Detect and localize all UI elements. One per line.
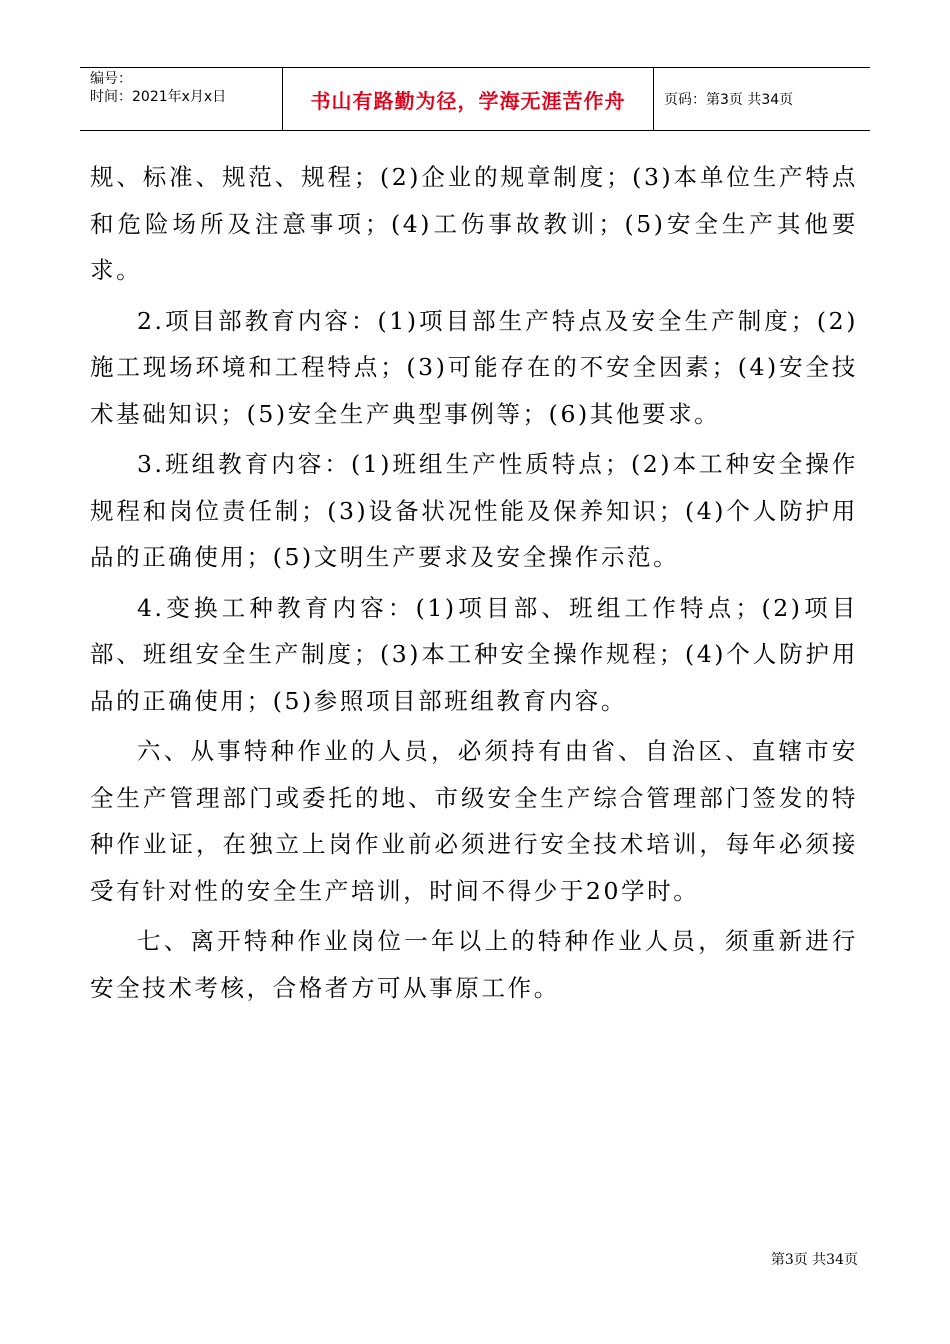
paragraph-reassessment: 七、离开特种作业岗位一年以上的特种作业人员，须重新进行安全技术考核，合格者方可从事原工作。 [90, 927, 858, 1002]
paragraph-team-education: 3.班组教育内容：(1)班组生产性质特点；(2)本工种安全操作规程和岗位责任制；(3)设备状况性能及保养知识；(4)个人防护用品的正确使用；(5)文明生产要求及安全操作示范。 [90, 450, 858, 571]
header-page-cell [654, 68, 870, 130]
paragraph-special-operations: 六、从事特种作业的人员，必须持有由省、自治区、直辖市安全生产管理部门或委托的地、市级安全生产综合管理部门签发的特种作业证，在独立上岗作业前必须进行安全技术培训，每年必须接受有针对性的安全生产培训，时间不得少于20学时。 [90, 737, 858, 905]
document-body [90, 154, 858, 1015]
page-header [80, 67, 870, 131]
page-footer [771, 1249, 858, 1269]
document-number-label: 编号： [90, 71, 132, 87]
paragraph-job-change-education: 4.变换工种教育内容：(1)项目部、班组工作特点；(2)项目部、班组安全生产制度；(3)本工种安全操作规程；(4)个人防护用品的正确使用；(5)参照项目部班组教育内容。 [90, 593, 858, 715]
header-motto-cell [282, 68, 654, 130]
paragraph-continued: 规、标准、规范、规程；(2)企业的规章制度；(3)本单位生产特点和危险场所及注意事项；(4)工伤事故教训；(5)安全生产其他要求。 [90, 163, 858, 284]
header-motto: 书山有路勤为径，学海无涯苦作舟 [310, 88, 626, 113]
document-time-label: 时间：2021年x月x日 [90, 89, 227, 105]
header-meta [80, 68, 282, 130]
paragraph-project-education: 2.项目部教育内容：(1)项目部生产特点及安全生产制度；(2)施工现场环境和工程特点；(3)可能存在的不安全因素；(4)安全技术基础知识；(5)安全生产典型事例等；(6)其他要求。 [90, 306, 858, 428]
header-page-number: 页码：第3页 共34页 [664, 92, 794, 108]
footer-page-number: 第3页 共34页 [770, 1252, 858, 1268]
